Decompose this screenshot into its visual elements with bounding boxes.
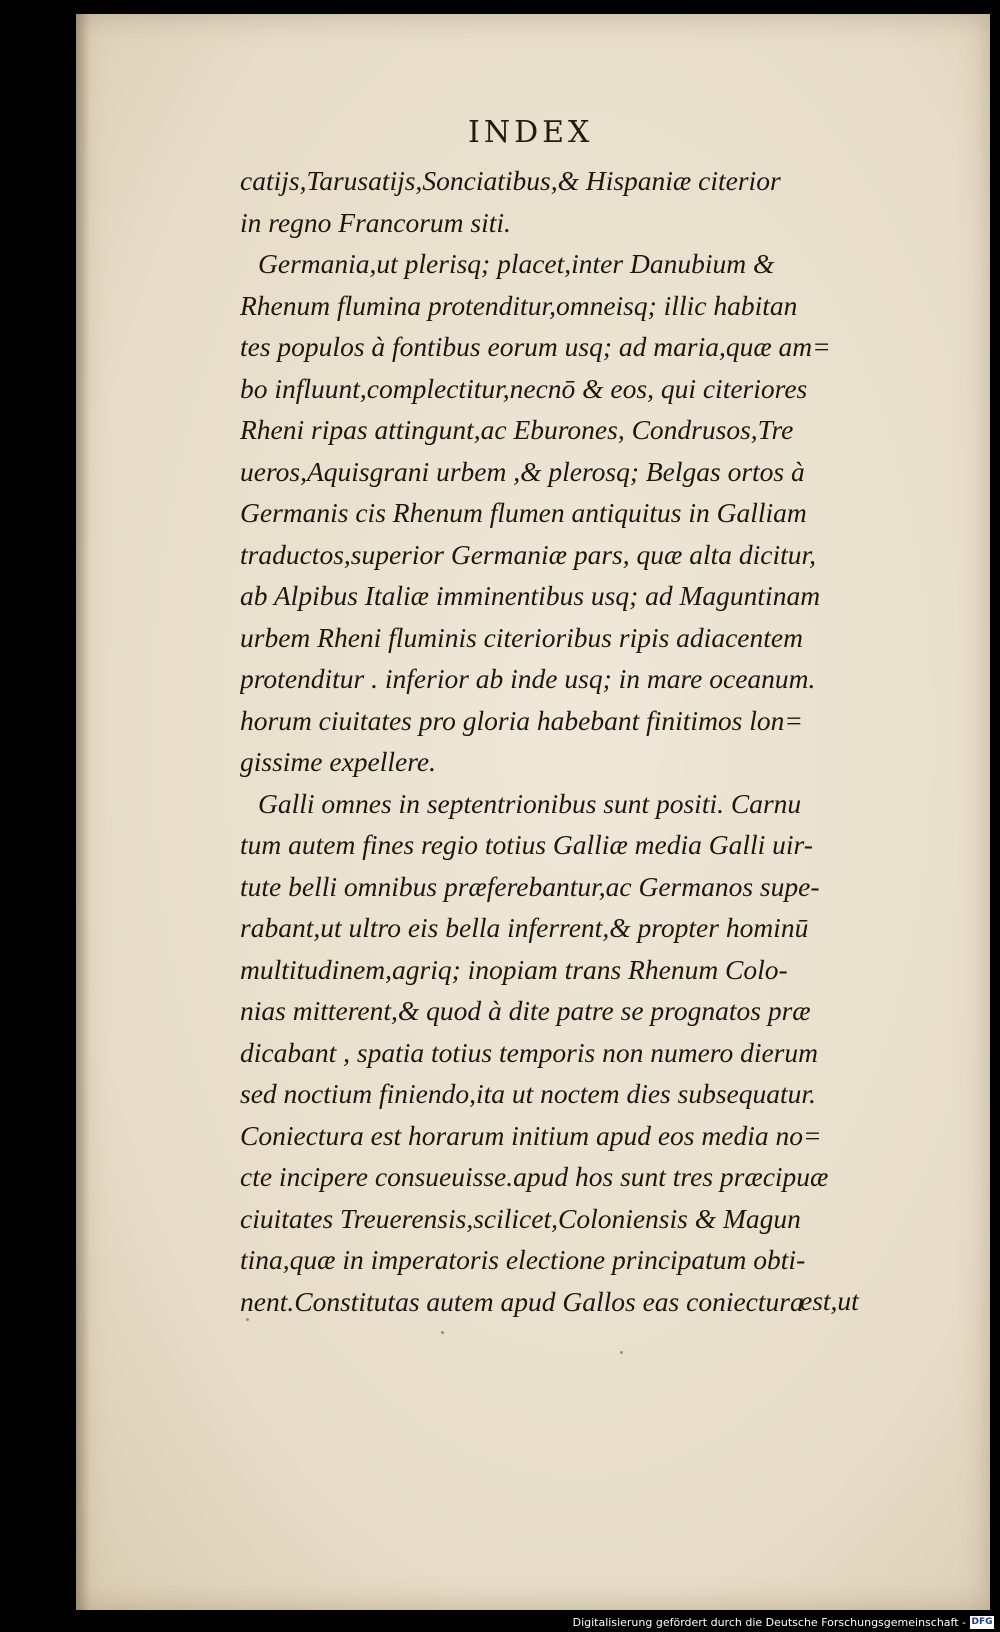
text-line: ab Alpibus Italiæ imminentibus usq; ad Maguntinam [240, 580, 821, 611]
text-line: Germania,ut plerisq; placet,inter Danubium & [258, 248, 775, 279]
text-line: dicabant , spatia totius temporis non numero dierum [240, 1036, 818, 1068]
text-line: Coniectura est horarum initium apud eos media no= [240, 1119, 822, 1151]
text-line: nias mitterent,& quod à dite patre se prognatos præ [240, 995, 811, 1026]
text-line: catijs,Tarusatijs,Sonciatibus,& Hispaniæ citerior [240, 165, 781, 196]
text-line: Rhenum flumina protenditur,omneisq; illic habitan [240, 289, 798, 321]
text-line: ueros,Aquisgrani urbem ,& plerosq; Belgas ortos à [240, 455, 805, 487]
dfg-logo: DFG [971, 1617, 993, 1627]
body-text [240, 160, 930, 1322]
text-line: urbem Rheni fluminis citerioribus ripis adiacentem [240, 621, 803, 653]
text-line: tes populos à fontibus eorum usq; ad maria,quæ am= [240, 331, 831, 362]
text-line: nent.Constitutas autem apud Gallos eas coniectura [240, 1285, 804, 1317]
digitization-credit: Digitalisierung gefördert durch die Deutsche Forschungsgemeinschaft - [572, 1616, 966, 1629]
text-line: bo influunt,complectitur,necnō & eos, qui citeriores [240, 372, 808, 404]
text-line: traductos,superior Germaniæ pars, quæ alta dicitur, [240, 538, 817, 570]
text-line: multitudinem,agriq; inopiam trans Rhenum Colo- [240, 953, 788, 985]
text-line: tute belli omnibus præferebantur,ac Germanos supe- [240, 870, 820, 902]
text-line: gissime expellere. [240, 746, 436, 777]
text-line: in regno Francorum siti. [240, 206, 511, 238]
text-line: cte incipere consueuisse.apud hos sunt tres præcipuæ [240, 1161, 829, 1192]
paper-speck [246, 1318, 249, 1321]
catchword: est,ut [800, 1285, 859, 1316]
running-head: INDEX [468, 115, 594, 150]
paper-speck [441, 1331, 444, 1334]
text-line: horum ciuitates pro gloria habebant finitimos lon= [240, 704, 803, 736]
text-line: sed noctium finiendo,ita ut noctem dies subsequatur. [240, 1078, 816, 1109]
paper-speck [620, 1351, 623, 1354]
text-line: Galli omnes in septentrionibus sunt positi. Carnu [258, 787, 802, 819]
text-line: ciuitates Treuerensis,scilicet,Coloniensis & Magun [240, 1202, 801, 1234]
text-line: tum autem fines regio totius Galliæ media Galli uir- [240, 829, 813, 860]
text-line: tina,quæ in imperatoris electione principatum obti- [240, 1244, 806, 1275]
text-line: Germanis cis Rhenum flumen antiquitus in Galliam [240, 497, 807, 528]
text-line: protenditur . inferior ab inde usq; in mare oceanum. [240, 663, 816, 694]
text-line: Rheni ripas attingunt,ac Eburones, Condrusos,Tre [240, 414, 794, 445]
text-line: rabant,ut ultro eis bella inferrent,& propter hominū [240, 912, 809, 943]
